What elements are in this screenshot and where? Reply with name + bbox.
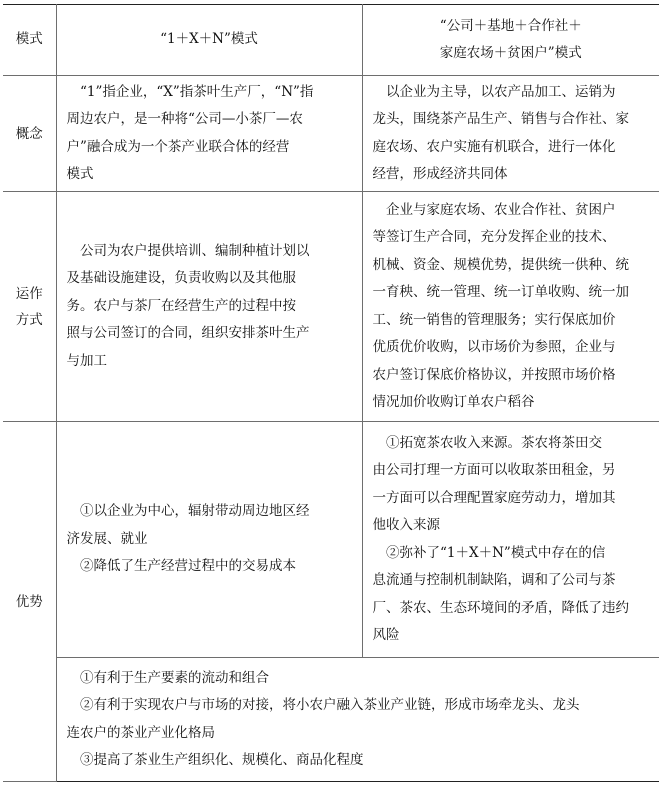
advantage-company-line: 厂、茶农、生态环境间的矛盾，降低了违约 (372, 599, 629, 616)
table-row-operation (3, 192, 659, 422)
operation-1xn-line: 务。农户与茶厂在经营生产的过程中按 (66, 297, 296, 314)
concept-1xn-line: “1”指企业，“X”指茶叶生产厂，“N”指 (80, 83, 314, 100)
concept-company-line: 以企业为主导，以农产品加工、运销为 (386, 83, 616, 100)
row-label-operation-line2: 方式 (15, 311, 43, 328)
concept-1xn-line: 模式 (66, 166, 94, 182)
header-model-company (362, 5, 659, 76)
advantage-company (362, 422, 659, 658)
operation-1xn-line: 与加工 (66, 352, 107, 369)
comparison-table (3, 4, 659, 782)
operation-company-line: 工、统一销售的管理服务；实行保底加价 (372, 311, 616, 328)
advantage-shared-line: 连农户的茶业产业化格局 (66, 724, 215, 741)
concept-company-line: 庭农场、农户实施有机联合，进行一体化 (372, 138, 616, 155)
row-label-concept: 概念 (3, 76, 56, 192)
operation-1xn-line: 及基础设施建设，负责收购以及其他服 (66, 270, 296, 287)
concept-company-line: 经营，形成经济共同体 (372, 166, 508, 182)
advantage-1xn-line: ①以企业为中心，辐射带动周边地区经 (80, 503, 310, 520)
row-label-operation-line1: 运作 (15, 285, 43, 302)
advantage-company-line: ①拓宽茶农收入来源。茶农将茶田交 (386, 434, 602, 451)
advantage-shared (56, 658, 659, 782)
advantage-1xn-line: ②降低了生产经营过程中的交易成本 (80, 558, 296, 575)
table-header-row (3, 5, 659, 76)
header-model-company-line1: “公司＋基地＋合作社＋ (439, 17, 582, 34)
concept-company (362, 76, 659, 192)
operation-company-line: 等签订生产合同，充分发挥企业的技术、 (372, 229, 616, 245)
operation-1xn (56, 192, 362, 422)
operation-company-line: 情况加价收购订单农户稻谷 (372, 394, 535, 410)
row-label-advantage: 优势 (3, 422, 56, 782)
row-label-operation (3, 192, 56, 422)
table-row-concept (3, 76, 659, 192)
operation-company-line: 机械、资金、规模优势，提供统一供种、统 (372, 256, 629, 273)
advantage-company-line: ②弥补了“1＋X＋N”模式中存在的信 (386, 544, 606, 561)
advantage-company-line: 由公司打理一方面可以收取茶田租金，另 (372, 462, 616, 478)
table-row-advantage (3, 422, 659, 658)
operation-company-line: 企业与家庭农场、农业合作社、贫困户 (386, 201, 616, 218)
operation-company (362, 192, 659, 422)
advantage-shared-line: ①有利于生产要素的流动和组合 (80, 669, 269, 686)
concept-1xn-line: 周边农户，是一种将“公司—小茶厂—农 (66, 111, 303, 127)
operation-company-line: 一育秧、统一管理、统一订单收购、统一加 (372, 284, 629, 300)
header-model-1xn: “1＋X＋N”模式 (56, 5, 362, 76)
advantage-shared-line: ③提高了茶业生产组织化、规模化、商品化程度 (80, 752, 364, 768)
advantage-1xn-line: 济发展、就业 (66, 530, 148, 547)
advantage-shared-line: ②有利于实现农户与市场的对接，将小农户融入茶业产业链，形成市场牵龙头、龙头 (80, 697, 580, 713)
operation-company-line: 农户签订保底价格协议，并按照市场价格 (372, 366, 616, 383)
advantage-1xn (56, 422, 362, 658)
operation-company-line: 优质优价收购，以市场价为参照，企业与 (372, 339, 616, 355)
advantage-company-line: 息流通与控制机制缺陷，调和了公司与茶 (372, 572, 616, 588)
table-row-shared-advantage (3, 658, 659, 782)
concept-1xn-line: 户”融合成为一个茶产业联合体的经营 (66, 138, 290, 155)
advantage-company-line: 一方面可以合理配置家庭劳动力，增加其 (372, 489, 616, 506)
header-mode: 模式 (3, 5, 56, 76)
operation-1xn-line: 公司为农户提供培训、编制种植计划以 (80, 242, 310, 259)
concept-1xn (56, 76, 362, 192)
operation-1xn-line: 照与公司签订的合同，组织安排茶叶生产 (66, 325, 310, 342)
concept-company-line: 龙头，围绕茶产品生产、销售与合作社、家 (372, 111, 629, 127)
advantage-company-line: 他收入来源 (372, 517, 440, 533)
header-model-company-line2: 家庭农场＋贫困户”模式 (439, 45, 582, 61)
advantage-company-line: 风险 (372, 627, 400, 643)
